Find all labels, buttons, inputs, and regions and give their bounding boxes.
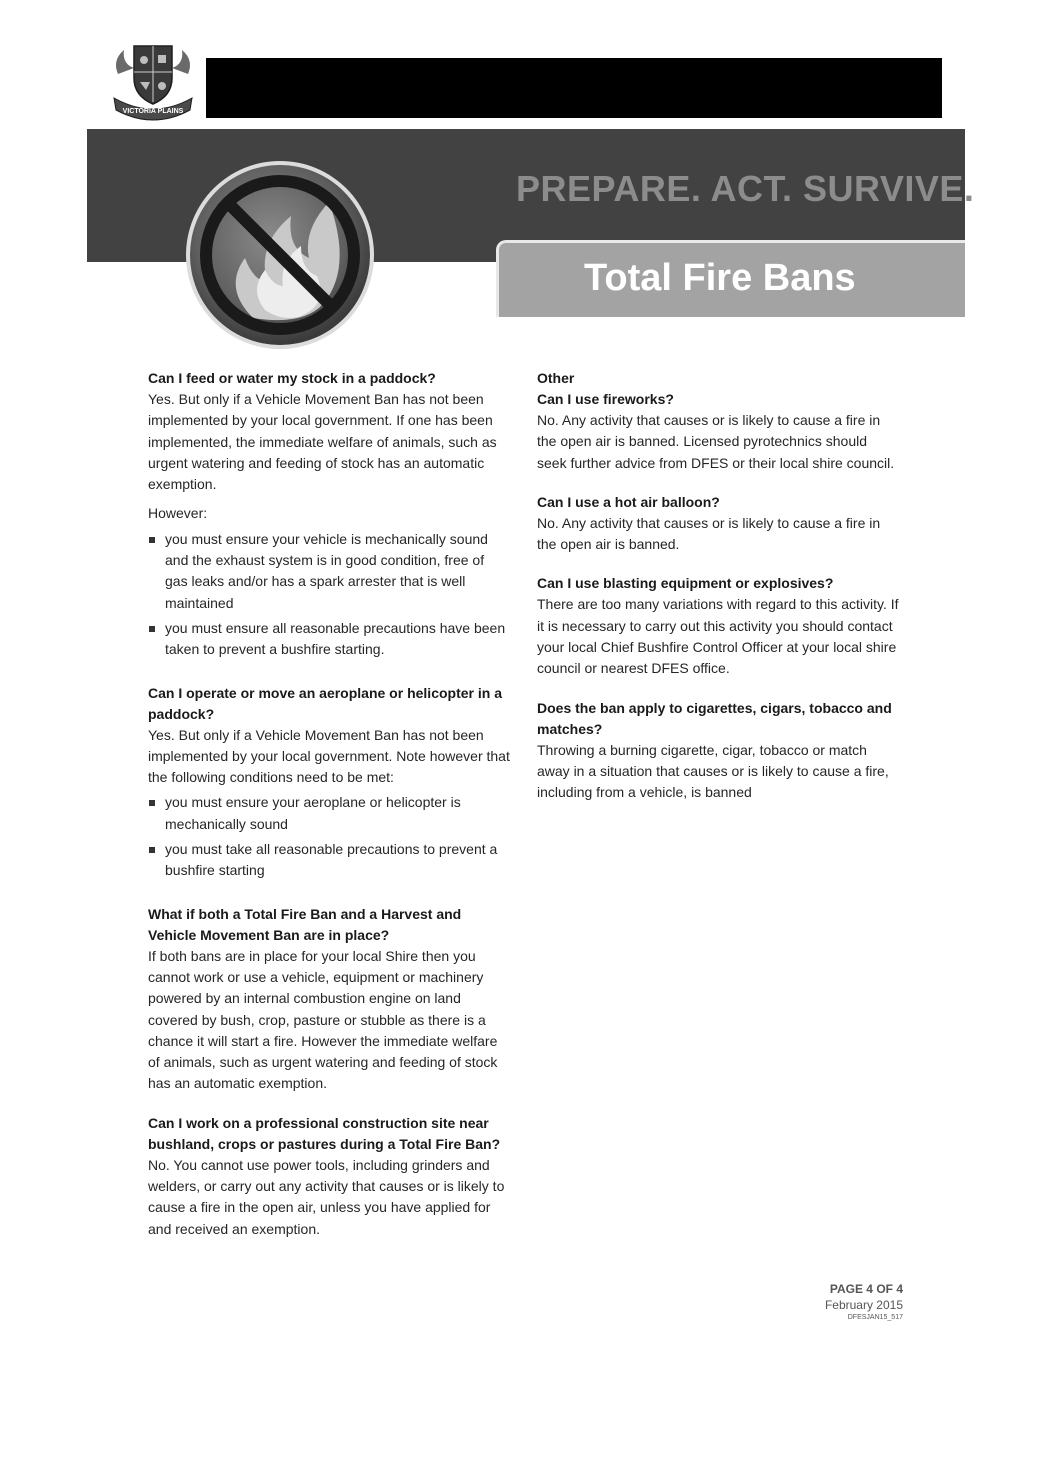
title-panel [496, 240, 965, 317]
however-label: However: [148, 505, 208, 522]
question-feed-water-stock: Can I feed or water my stock in a paddock? [148, 370, 436, 386]
question-blasting-explosives: Can I use blasting equipment or explosives? [537, 575, 834, 592]
answer-hot-air-balloon: No. Any activity that causes or is likely to cause a fire in the open air is banned. [537, 514, 881, 553]
question-fireworks: Can I use fireworks? [537, 391, 674, 407]
page-footer [825, 1281, 903, 1323]
answer-blasting-explosives: There are too many variations with regard to this activity. If it is necessary to carry out this activity you should contact your local Chief Bushfire Control Officer at your local shire council or nearest DFES office. [537, 596, 899, 677]
right-column [537, 368, 899, 804]
question-both-bans: What if both a Total Fire Ban and a Harvest and Vehicle Movement Ban are in place? [148, 905, 462, 943]
stock-conditions-list [148, 529, 510, 661]
answer-aeroplane-helicopter: Yes. But only if a Vehicle Movement Ban has not been implemented by your local government. Note however that the following conditions need to be met: [148, 726, 510, 786]
redaction-bar [206, 58, 942, 118]
victoria-plains-logo [110, 38, 196, 124]
page-number: PAGE 4 OF 4 [829, 1282, 903, 1296]
list-item: you must ensure your aeroplane or helicopter is mechanically sound [148, 792, 510, 835]
question-aeroplane-helicopter: Can I operate or move an aeroplane or helicopter in a paddock? [148, 684, 502, 722]
aircraft-conditions-list [148, 792, 510, 881]
question-construction-site: Can I work on a professional construction site near bushland, crops or pastures during a Total Fire Ban? [148, 1114, 501, 1152]
left-column [148, 368, 510, 1240]
slogan: PREPARE. ACT. SURVIVE. [516, 168, 975, 209]
answer-cigarettes: Throwing a burning cigarette, cigar, tobacco or match away in a situation that causes or is likely to cause a fire, including from a vehicle, is banned [537, 741, 889, 801]
answer-feed-water-stock: Yes. But only if a Vehicle Movement Ban has not been implemented by your local government. If one has been implemented, the immediate welfare of animals, such as urgent watering and feeding of stock has an automatic exemption. [148, 391, 497, 493]
page-title: Total Fire Bans [584, 257, 856, 299]
svg-text:VICTORIA PLAINS: VICTORIA PLAINS [122, 108, 184, 115]
answer-construction-site: No. You cannot use power tools, including grinders and welders, or carry out any activity that causes or is likely to cause a fire in the open air, unless you have applied for and received an exemption. [148, 1156, 505, 1237]
list-item: you must take all reasonable precautions to prevent a bushfire starting [148, 839, 510, 882]
answer-both-bans: If both bans are in place for your local Shire then you cannot work or use a vehicle, equipment or machinery powered by an internal combustion engine on land covered by bush, crop, pasture or stubble as there is a chance it will start a fire. However the immediate welfare of animals, such as urgent watering and feeding of stock has an automatic exemption. [148, 947, 498, 1092]
list-item: you must ensure your vehicle is mechanically sound and the exhaust system is in good condition, free of gas leaks and/or has a spark arrester that is well maintained [148, 529, 510, 614]
question-cigarettes: Does the ban apply to cigarettes, cigars, tobacco and matches? [537, 699, 892, 737]
no-fire-icon [183, 158, 377, 352]
document-code: DFESJAN15_517 [847, 1314, 903, 1321]
answer-fireworks: No. Any activity that causes or is likely to cause a fire in the open air is banned. Licensed pyrotechnics should seek further advice from DFES or their local shire council. [537, 412, 895, 471]
question-hot-air-balloon: Can I use a hot air balloon? [537, 493, 720, 510]
publication-date: February 2015 [824, 1298, 903, 1312]
list-item: you must ensure all reasonable precautions have been taken to prevent a bushfire starting. [148, 618, 510, 661]
section-heading-other: Other [537, 370, 575, 386]
